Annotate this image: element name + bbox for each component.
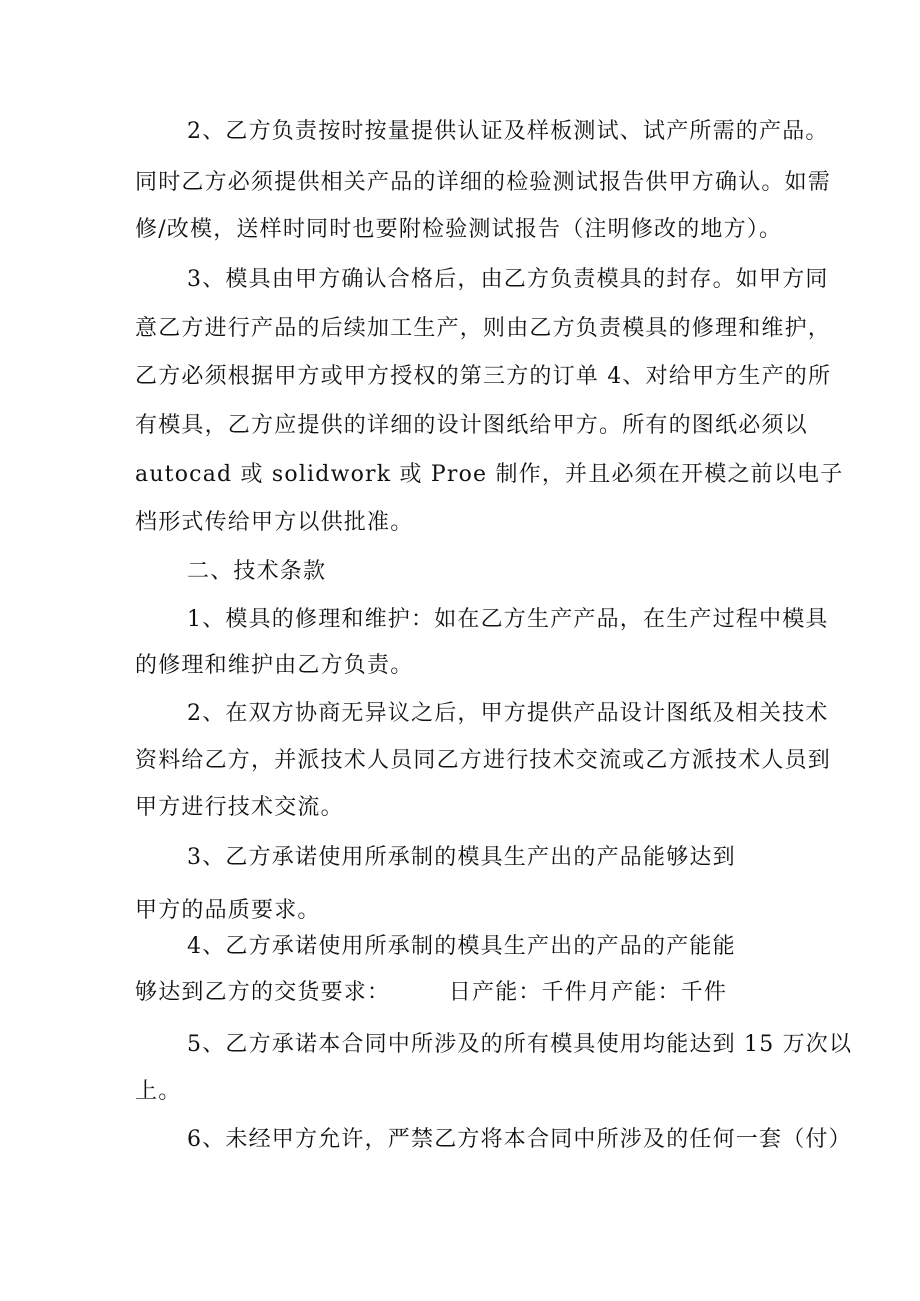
text-line: 够达到乙方的交货要求： 日产能：千件月产能：千件 <box>135 980 728 1005</box>
text-line: 意乙方进行产品的后续加工生产，则由乙方负责模具的修理和维护， <box>135 316 832 341</box>
text-line: 乙方必须根据甲方或甲方授权的第三方的订单 4、对给甲方生产的所 <box>135 364 832 389</box>
text-line: 5、乙方承诺本合同中所涉及的所有模具使用均能达到 15 万次以 <box>187 1032 853 1057</box>
text-line: 2、在双方协商无异议之后，甲方提供产品设计图纸及相关技术 <box>187 701 829 726</box>
text-line: 同时乙方必须提供相关产品的详细的检验测试报告供甲方确认。如需 <box>135 170 832 195</box>
text-line: 修/改模，送样时同时也要附检验测试报告（注明修改的地方）。 <box>135 217 783 242</box>
text-line: 资料给乙方，并派技术人员同乙方进行技术交流或乙方派技术人员到 <box>135 748 832 773</box>
section-heading: 二、技术条款 <box>187 559 327 584</box>
text-line: 甲方的品质要求。 <box>135 898 321 923</box>
text-line: 上。 <box>135 1079 182 1104</box>
text-line: 档形式传给甲方以供批准。 <box>135 510 414 535</box>
text-line: 2、乙方负责按时按量提供认证及样板测试、试产所需的产品。 <box>187 119 829 144</box>
text-line: 4、乙方承诺使用所承制的模具生产出的产品的产能能 <box>187 934 736 959</box>
text-line: 甲方进行技术交流。 <box>135 795 344 820</box>
text-line: 有模具，乙方应提供的详细的设计图纸给甲方。所有的图纸必须以 <box>135 413 808 438</box>
text-line: 3、乙方承诺使用所承制的模具生产出的产品能够达到 <box>187 845 736 870</box>
text-line: 6、未经甲方允许，严禁乙方将本合同中所涉及的任何一套（付） <box>187 1127 852 1152</box>
text-line: 3、模具由甲方确认合格后，由乙方负责模具的封存。如甲方同 <box>187 267 829 292</box>
text-line: autocad 或 solidwork 或 Proe 制作，并且必须在开模之前以电子 <box>135 462 844 487</box>
text-line: 的修理和维护由乙方负责。 <box>135 653 414 678</box>
text-line: 1、模具的修理和维护：如在乙方生产产品，在生产过程中模具 <box>187 607 829 632</box>
